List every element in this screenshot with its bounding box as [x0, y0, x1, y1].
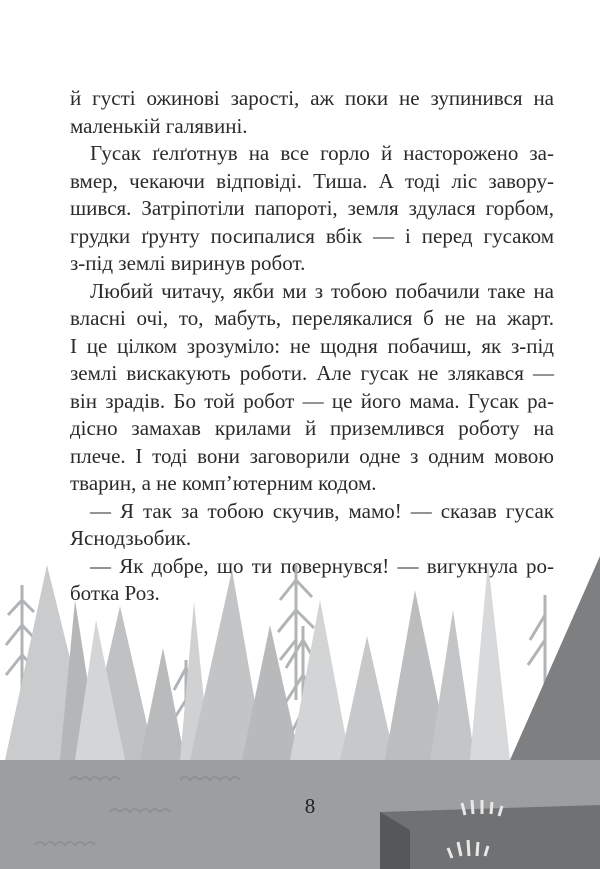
- text-line: й густі ожинові зарості, аж поки не зупинився на: [70, 86, 554, 110]
- text-line: власні очі, то, мабуть, перелякалися б не на жарт.: [70, 306, 554, 330]
- text-line: вмер, чекаючи відповіді. Тиша. А тоді ліс завору-: [70, 168, 554, 193]
- text-line: — Я так за тобою скучив, мамо! — сказав гусак: [90, 498, 554, 523]
- text-line: з-під землі виринув робот.: [70, 251, 306, 275]
- text-line: ботка Роз.: [70, 581, 160, 605]
- text-line: Любий читачу, якби ми з тобою побачили таке на: [90, 278, 554, 303]
- text-line: Яснодзьобик.: [70, 526, 192, 550]
- text-line: плече. І тоді вони заговорили одне з одним мовою: [70, 443, 554, 468]
- text-line: дісно замахав крилами й приземлився роботу на: [70, 416, 554, 440]
- text-line: Гусак ґелґотнув на все горло й настороженo за-: [90, 141, 554, 165]
- text-line: землі вискакують роботи. Але гусак не злякався —: [70, 361, 554, 385]
- text-line: тварин, а не комп’ютерним кодом.: [70, 471, 377, 495]
- text-line: шився. Затріпотіли папороті, земля здулася горбом,: [70, 196, 554, 220]
- page-text: [70, 85, 554, 608]
- text-line: грудки ґрунту посипалися вбік — і перед гусаком: [70, 223, 554, 248]
- text-line: маленькій галявині.: [70, 113, 248, 138]
- text-line: І це цілком зрозуміло: не щодня побачиш, як з-під: [70, 333, 554, 358]
- rock: [380, 805, 600, 869]
- text-line: — Як добре, що ти повернувся! — вигукнула ро-: [90, 553, 554, 578]
- page-number: 8: [304, 794, 316, 818]
- dark-tree: [510, 556, 600, 760]
- text-line: він зрадів. Бо той робот — це його мама. Гусак ра-: [70, 388, 554, 413]
- trees: [5, 562, 510, 760]
- forest-illustration: [0, 556, 600, 869]
